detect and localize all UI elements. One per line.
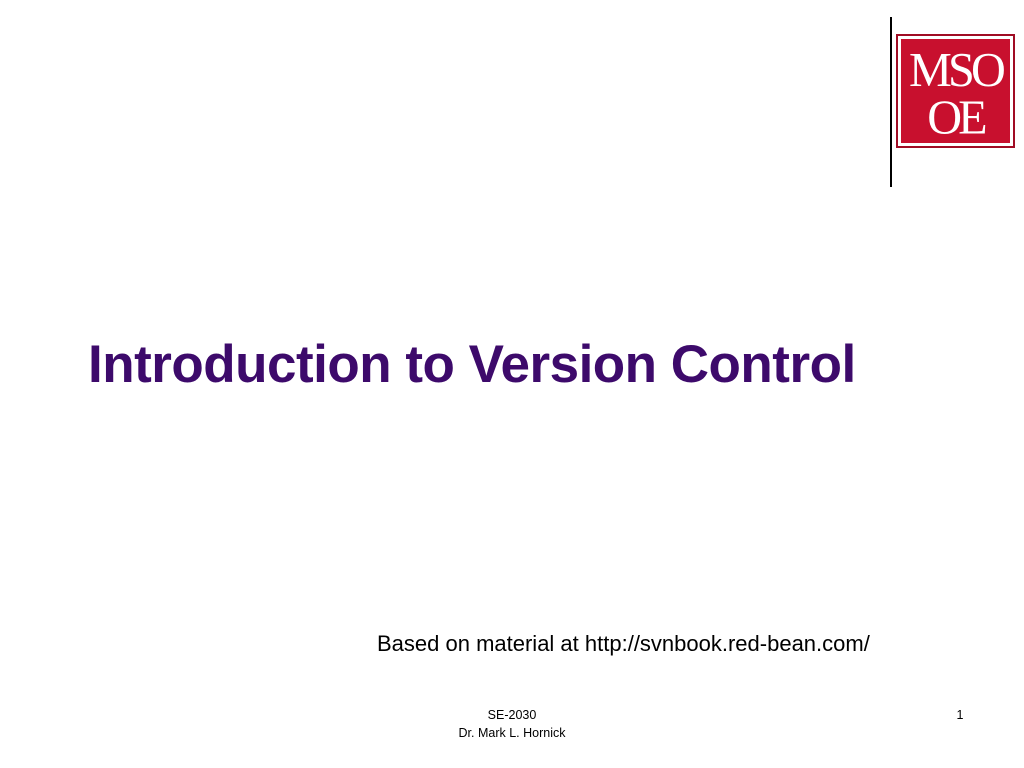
svg-text:OE: OE — [927, 91, 984, 145]
footer-course: SE-2030 — [487, 708, 537, 722]
footer-author: Dr. Mark L. Hornick — [458, 726, 566, 740]
footer-info — [412, 706, 612, 742]
msoe-logo-mark — [898, 36, 1013, 146]
slide-title: Introduction to Version Control — [88, 335, 856, 394]
msoe-logo — [896, 34, 1015, 148]
page-number: 1 — [956, 708, 964, 722]
svg-text:MSO: MSO — [909, 44, 1002, 98]
vertical-divider-line — [890, 17, 892, 187]
slide-subtitle: Based on material at http://svnbook.red-bean.com/ — [377, 631, 870, 656]
